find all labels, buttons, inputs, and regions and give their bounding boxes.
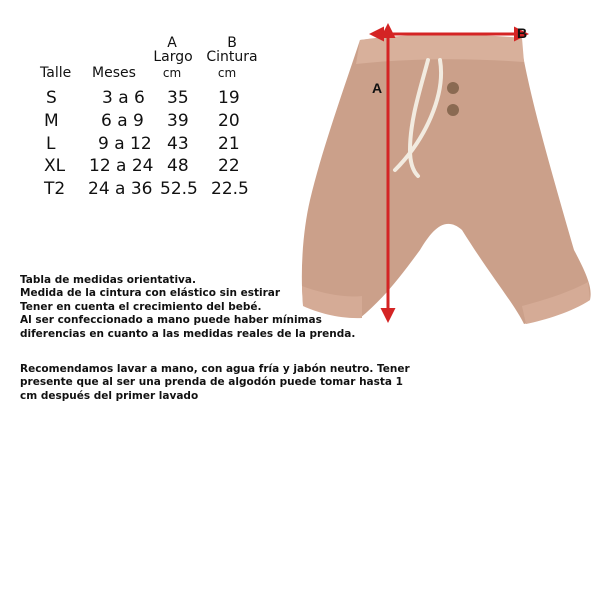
col-a-name: Largo (153, 49, 193, 65)
col-b-unit: cm (217, 66, 237, 80)
talle-cell: XL (44, 156, 66, 176)
label-a: A (372, 80, 383, 96)
size-notes (20, 274, 355, 341)
note-line: cm después del primer lavado (20, 389, 199, 402)
talle-cell: S (46, 88, 57, 108)
talle-cell: T2 (44, 179, 66, 199)
note-line: Recomendamos lavar a mano, con agua fría y jabón neutro. Tener (20, 363, 410, 375)
meses-cell: 9 a 12 (98, 134, 152, 154)
col-a-letter: A (167, 35, 177, 51)
button-icon (447, 82, 459, 94)
cintura-cell: 20 (218, 111, 240, 131)
note-line: Tabla de medidas orientativa. (20, 274, 196, 286)
cintura-cell: 22 (218, 156, 240, 176)
largo-cell: 48 (167, 156, 189, 176)
largo-cell: 35 (167, 88, 189, 108)
col-b-name: Cintura (206, 49, 258, 65)
cintura-cell: 19 (218, 88, 240, 108)
col-meses-header: Meses (92, 65, 136, 81)
cintura-cell: 22.5 (211, 179, 249, 199)
meses-cell: 6 a 9 (101, 111, 144, 131)
talle-cell: M (44, 111, 59, 131)
col-b-letter: B (227, 35, 237, 51)
meses-cell: 12 a 24 (89, 156, 154, 176)
talle-cell: L (46, 134, 56, 154)
largo-cell: 39 (167, 111, 189, 131)
note-line: presente que al ser una prenda de algodón puede tomar hasta 1 (20, 376, 403, 389)
wash-notes (20, 363, 410, 403)
cintura-cell: 21 (218, 134, 240, 154)
meses-cell: 3 a 6 (102, 88, 145, 108)
col-talle-header: Talle (40, 65, 72, 81)
note-line: Tener en cuenta el crecimiento del bebé. (20, 300, 262, 313)
largo-cell: 52.5 (160, 179, 198, 199)
button-icon (447, 104, 459, 116)
largo-cell: 43 (167, 134, 189, 154)
note-line: Al ser confeccionado a mano puede haber mínimas (20, 314, 322, 327)
note-line: Medida de la cintura con elástico sin estirar (20, 287, 281, 300)
meses-cell: 24 a 36 (88, 179, 153, 199)
label-b: B (517, 25, 528, 41)
col-a-unit: cm (162, 66, 182, 80)
note-line: diferencias en cuanto a las medidas reales de la prenda. (20, 327, 356, 340)
